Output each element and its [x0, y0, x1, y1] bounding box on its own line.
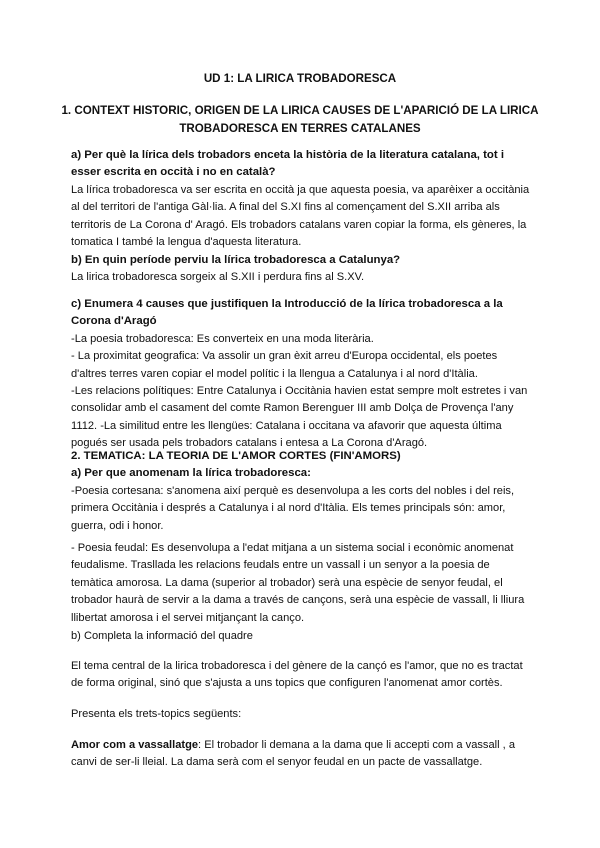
- amor-vassallatge-text: : El trobador li demana a la dama que li accepti com a vassall , a canvi de ser-li lleial. La dama serà com el senyor feudal en un pacte de vassallatge.: [71, 739, 515, 769]
- question-b-block: [71, 252, 533, 287]
- cause-item: - La proximitat geografica: Va assolir un gran èxit arreu d'Europa occidental, els poetes d'altres terres varen copiar el model polític i la llengua a Catalunya i al nord d'Itàlia.: [71, 350, 498, 380]
- amor-vassallatge-label: Amor com a vassallatge: [71, 739, 199, 751]
- amor-cortes-intro: El tema central de la lirica trobadoresca i del gènere de la cançó es l'amor, que no es tractat de forma original, sinó que s'ajusta a uns topics que configuren l'anomenat amor cortès.: [71, 660, 523, 690]
- amor-vassallatge-paragraph: [71, 737, 533, 772]
- question-c-block: [71, 296, 533, 453]
- poesia-feudal-block: [71, 540, 533, 627]
- section2-heading: 2. TEMATICA: LA TEORIA DE L'AMOR CORTES (FIN'AMORS): [71, 450, 401, 462]
- cause-item: -La poesia trobadoresca: Es converteix en una moda literària.: [71, 332, 374, 345]
- answer-b: La lirica trobadoresca sorgeix al S.XII i perdura fins al S.XV.: [71, 271, 365, 284]
- amor-cortes-intro-block: [71, 658, 533, 693]
- document-title: UD 1: LA LIRICA TROBADORESCA: [203, 72, 397, 85]
- question-c: c) Enumera 4 causes que justifiquen la Introducció de la lírica trobadoresca a la Corona d'Aragó: [71, 298, 503, 328]
- section2-block: [71, 448, 533, 535]
- question-a-block: [71, 147, 533, 251]
- poesia-cortesana: -Poesia cortesana: s'anomena així perquè es desenvolupa a les corts del nobles i del reis, primera Occitània i després a Catalunya i al nord d'Itàlia. Els temes principals són: amor, guerra, odi i honor.: [71, 484, 515, 532]
- section2-question-b-block: [71, 628, 533, 645]
- section1-heading: 1. CONTEXT HISTORIC, ORIGEN DE LA LIRICA CAUSES DE L'APARICIÓ DE LA LIRICA TROBADORESCA EN TERRES CATALANES: [61, 104, 539, 135]
- section2-question-b: b) Completa la informació del quadre: [71, 630, 253, 642]
- question-b: b) En quin període perviu la lírica trobadoresca a Catalunya?: [71, 254, 401, 266]
- presenta-text: Presenta els trets-topics següents:: [71, 708, 242, 720]
- presenta-block: [71, 706, 533, 723]
- cause-item: -Les relacions polítiques: Entre Catalunya i Occitània havien estat sempre molt estretes i van consolidar amb el casament del comte Ramon Berenguer III amb Dolça de Provença l'any 1112. -La similitud entre les llengües: Catalana i occitana va afavorir que aquesta última pogués ser usada pels trobadors catalans i entesa a La Corona d'Aragó.: [71, 385, 528, 450]
- answer-a: La lírica trobadoresca va ser escrita en occità ja que aquesta poesia, va aparèixer a occitània al del territori de l'antiga Gàl·lia. A final del S.XI fins al començament del S.XII arriba als territoris de La Corona d' Aragó. Els trobadors catalans varen copiar la forma, els gèneres, la tomatica I també la lengua d'aquesta literatura.: [71, 183, 530, 249]
- question-a: a) Per què la lírica dels trobadors enceta la història de la literatura catalana, tot i esser escrita en occità i no en català?: [71, 149, 504, 179]
- poesia-feudal: - Poesia feudal: Es desenvolupa a l'edat mitjana a un sistema social i econòmic anomenat feudalisme. Trasllada les relacions feudals entre un vassall i un senyor a la poesia de temàtica amorosa. La dama (superior al trobador) serà una espècie de senyor feudal, el trobador haurà de servir a la dama a través de cançons, serà una espècie de vassall, li lliura llibertat amorosa i el servei mitjançant la canço.: [71, 542, 525, 624]
- section2-question-a: a) Per que anomenam la lírica trobadoresca:: [71, 467, 311, 480]
- amor-vassallatge-block: [71, 737, 533, 772]
